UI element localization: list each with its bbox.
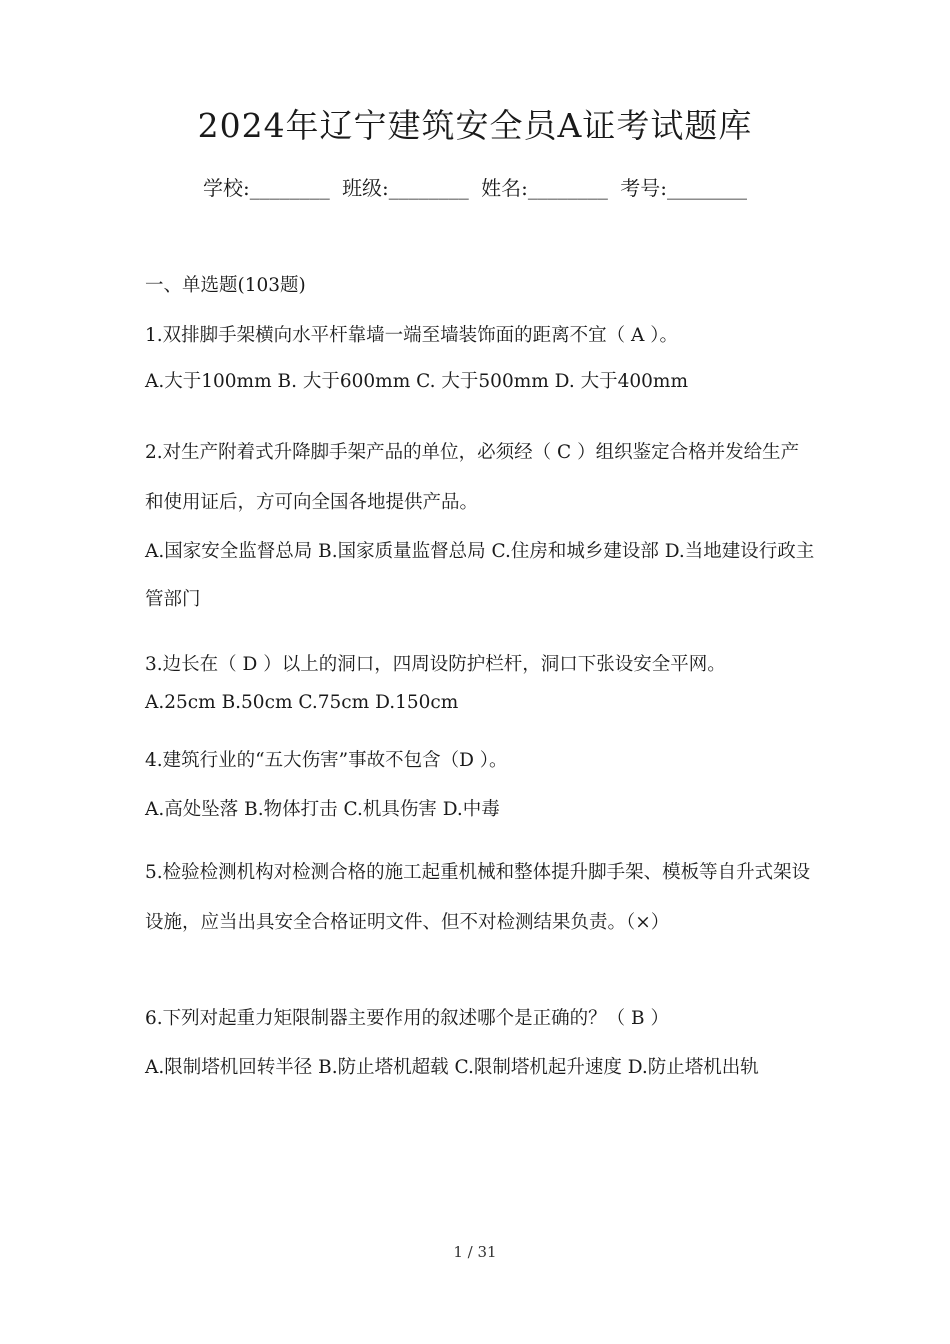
question-item <box>145 316 815 408</box>
question-item <box>145 736 815 834</box>
question-options: A.高处坠落 B.物体打击 C.机具伤害 D.中毒 <box>145 799 500 820</box>
question-options: A.大于100mm B. 大于600mm C. 大于500mm D. 大于400mm <box>145 371 689 392</box>
school-field: 学校:________ <box>202 176 330 200</box>
section-heading: 一、单选题(103题) <box>145 275 306 296</box>
question-stem: 4.建筑行业的“五大伤害”事故不包含（D ）。 <box>145 750 508 771</box>
question-options: A.限制塔机回转半径 B.防止塔机超载 C.限制塔机起升速度 D.防止塔机出轨 <box>145 1057 759 1078</box>
question-stem: 3.边长在（ D ）以上的洞口，四周设防护栏杆，洞口下张设安全平网。 <box>145 654 726 675</box>
exam-number-field: 考号:________ <box>620 176 748 200</box>
document-title: 2024年辽宁建筑安全员A证考试题库 <box>197 106 753 145</box>
question-list <box>145 268 815 1106</box>
question-stem: 6.下列对起重力矩限制器主要作用的叙述哪个是正确的？（ B ） <box>145 1008 670 1029</box>
class-field: 班级:________ <box>342 176 469 200</box>
question-options: A.25cm B.50cm C.75cm D.150cm <box>145 692 459 713</box>
name-field: 姓名:________ <box>481 176 608 200</box>
question-stem: 1.双排脚手架横向水平杆靠墙一端至墙装饰面的距离不宜（ A ）。 <box>145 325 679 346</box>
question-item <box>145 848 815 948</box>
question-item <box>145 428 815 624</box>
page-indicator: 1 / 31 <box>453 1243 497 1261</box>
question-stem: 2.对生产附着式升降脚手架产品的单位，必须经（ C ）组织鉴定合格并发给生产和使用证后，方可向全国各地提供产品。 <box>145 442 800 513</box>
question-item <box>145 646 815 722</box>
question-stem: 5.检验检测机构对检测合格的施工起重机械和整体提升脚手架、模板等自升式架设设施，应当出具安全合格证明文件、但不对检测结果负责。（×） <box>145 862 811 933</box>
student-info-fields <box>0 172 950 201</box>
question-item <box>145 994 815 1092</box>
question-options: A.国家安全监督总局 B.国家质量监督总局 C.住房和城乡建设部 D.当地建设行政主管部门 <box>145 541 815 610</box>
